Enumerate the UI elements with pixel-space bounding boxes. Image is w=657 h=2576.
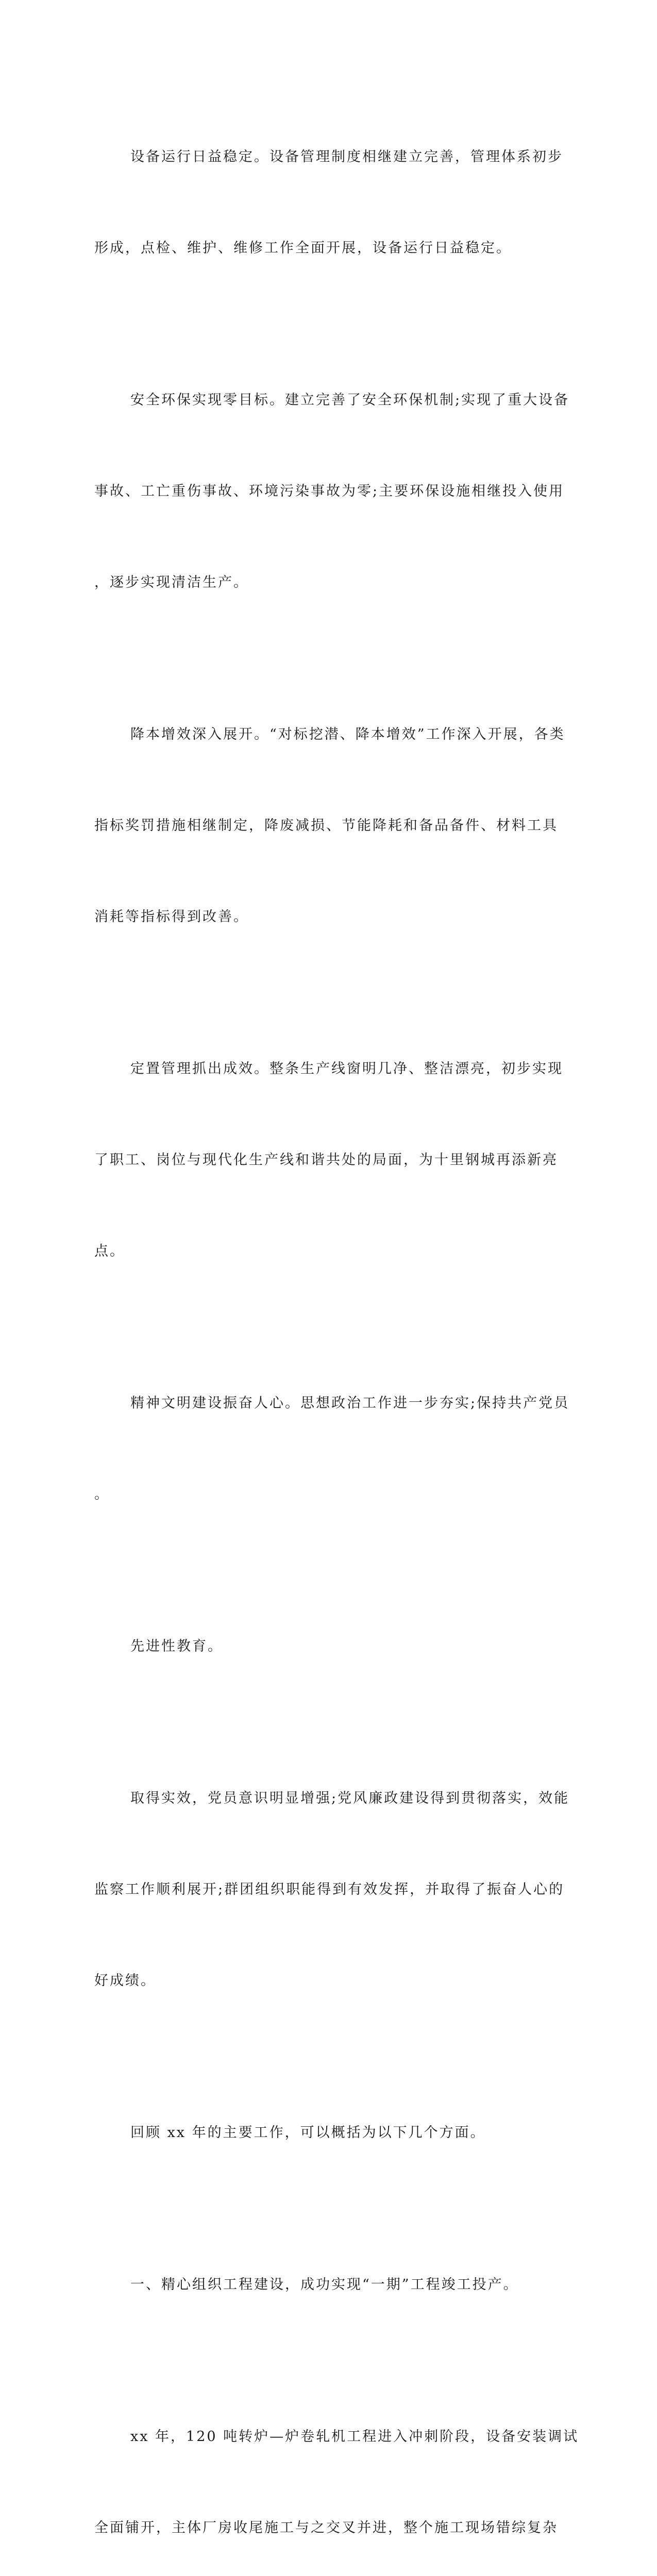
- paragraph-equipment: [94, 81, 563, 324]
- paragraph-line: 消耗等指标得到改善。: [94, 909, 249, 925]
- document-body: [94, 81, 579, 2576]
- paragraph-line: 监察工作顺利展开;群团组织职能得到有效发挥，并取得了振奋人心的: [94, 1882, 565, 1897]
- section-heading-one: [94, 2209, 543, 2361]
- paragraph-line: 定置管理抓出成效。整条生产线窗明几净、整洁漂亮，初步实现: [130, 1061, 563, 1077]
- paragraph-line: 取得实效，党员意识明显增强;党风廉政建设得到贯彻落实，效能: [130, 1790, 570, 1806]
- paragraph-line: 形成，点检、维护、维修工作全面开展，设备运行日益稳定。: [94, 240, 512, 256]
- paragraph-line: 。: [94, 1486, 110, 1502]
- paragraph-line: 点。: [94, 1243, 125, 1259]
- paragraph-project: [94, 2361, 579, 2576]
- paragraph-results: [94, 1722, 570, 2057]
- paragraph-line: 了职工、岗位与现代化生产线和谐共处的局面，为十里钢城再添新亮: [94, 1152, 558, 1168]
- paragraph-line: 好成绩。: [94, 1973, 156, 1989]
- paragraph-line: 指标奖罚措施相继制定，降废减损、节能降耗和备品备件、材料工具: [94, 818, 558, 834]
- paragraph-line: 降本增效深入展开。“对标挖潜、降本增效”工作深入开展，各类: [130, 726, 565, 742]
- paragraph-safety: [94, 324, 570, 658]
- paragraph-line: 安全环保实现零目标。建立完善了安全环保机制;实现了重大设备: [130, 392, 570, 408]
- paragraph-line: 回顾 xx 年的主要工作，可以概括为以下几个方面。: [130, 2125, 486, 2141]
- paragraph-line: 一、精心组织工程建设，成功实现“一期”工程竣工投产。: [130, 2277, 519, 2293]
- paragraph-cost-reduction: [94, 658, 565, 993]
- paragraph-line: 全面铺开，主体厂房收尾施工与之交叉并进，整个施工现场错综复杂: [94, 2520, 558, 2536]
- paragraph-line: 先进性教育。: [130, 1638, 223, 1654]
- paragraph-review: [94, 2057, 543, 2209]
- paragraph-line: 设备运行日益稳定。设备管理制度相继建立完善，管理体系初步: [130, 149, 563, 165]
- paragraph-line: 事故、工亡重伤事故、环境污染事故为零;主要环保设施相继投入使用: [94, 483, 565, 499]
- paragraph-site-management: [94, 993, 563, 1327]
- paragraph-line: xx 年，120 吨转炉—炉卷轧机工程进入冲刺阶段，设备安装调试: [130, 2429, 579, 2445]
- paragraph-line: ，逐步实现清洁生产。: [94, 574, 249, 590]
- paragraph-line: 精神文明建设振奋人心。思想政治工作进一步夯实;保持共产党员: [130, 1395, 570, 1411]
- paragraph-civilization: [94, 1327, 570, 1570]
- paragraph-education: [94, 1570, 543, 1722]
